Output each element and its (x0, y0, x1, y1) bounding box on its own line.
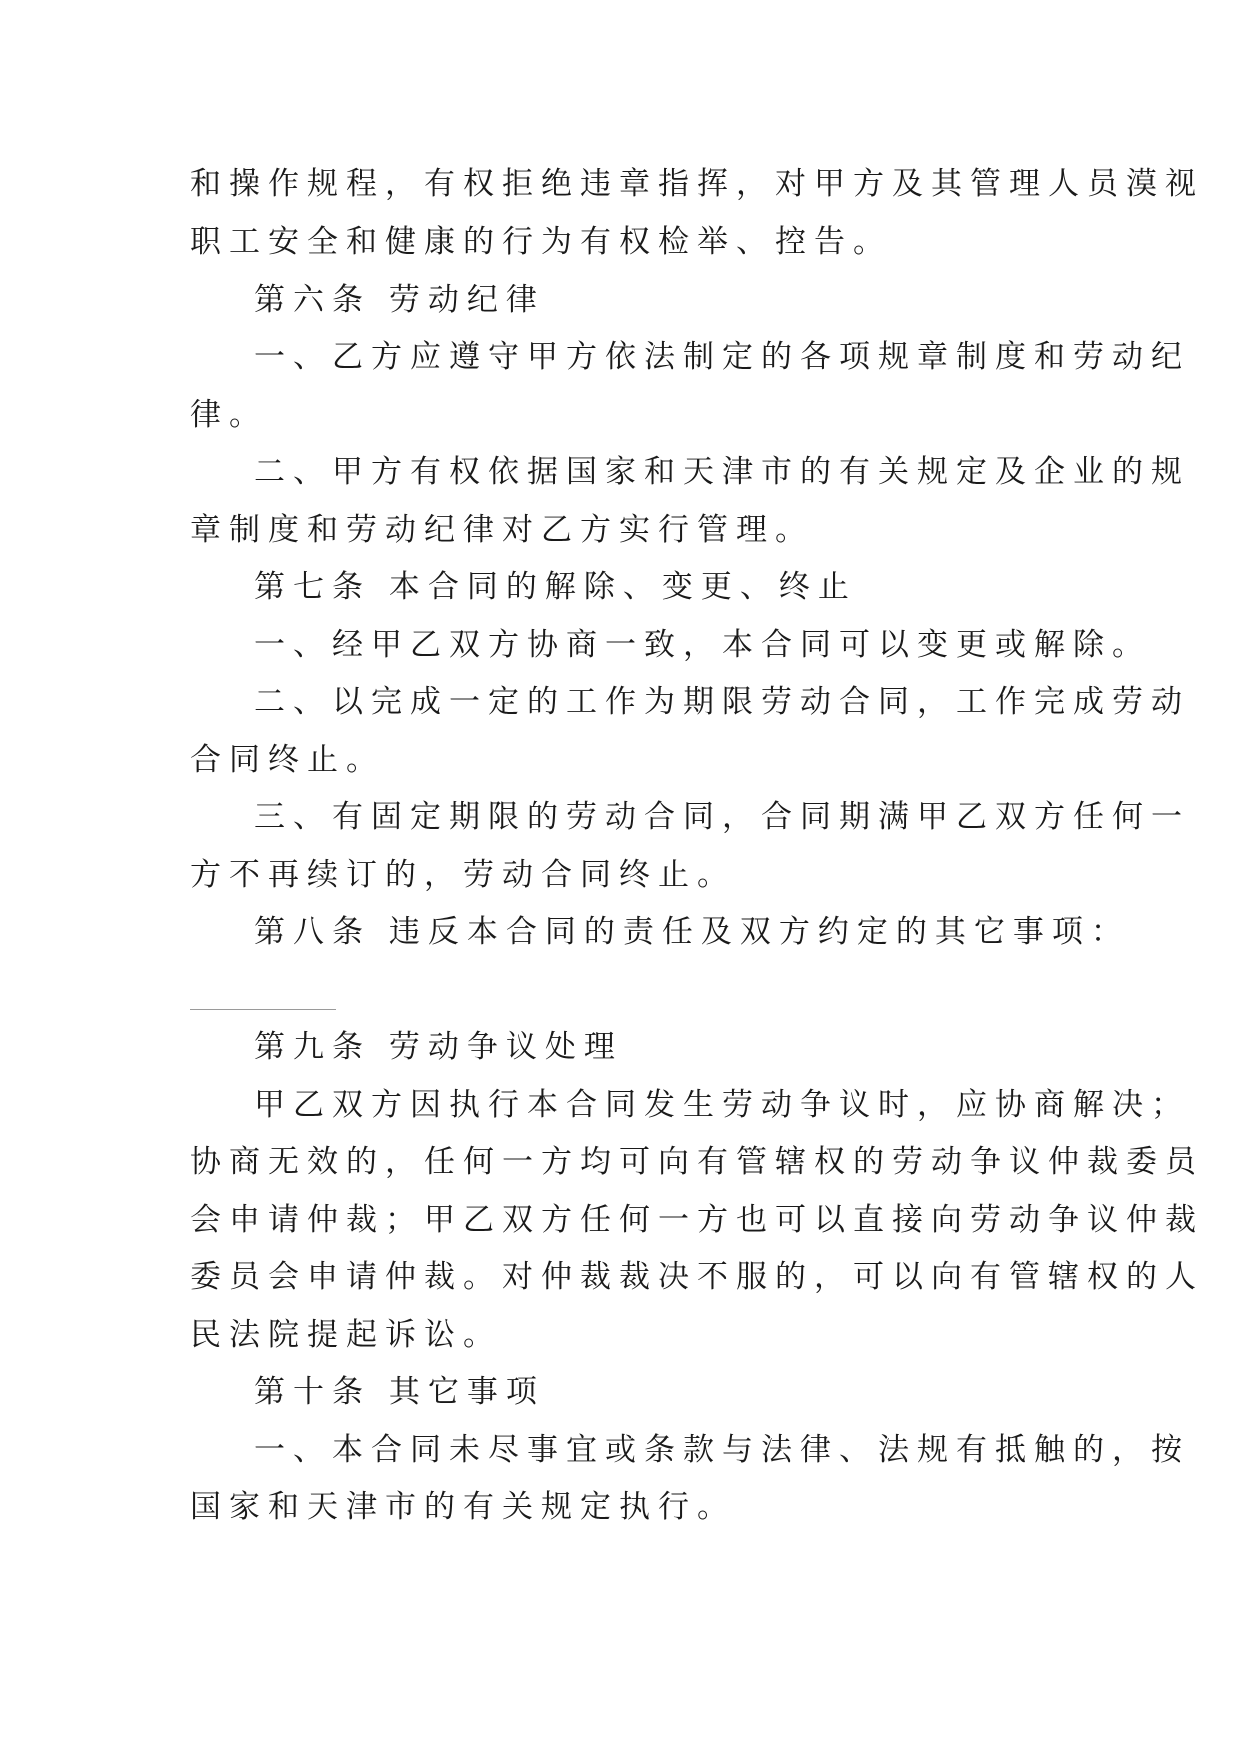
text-line: 二、以完成一定的工作为期限劳动合同，工作完成劳动 (254, 684, 1190, 720)
text-line: 会申请仲裁；甲乙双方任何一方也可以直接向劳动争议仲裁 (190, 1202, 1204, 1238)
article-heading: 第十条 其它事项 (254, 1374, 545, 1410)
text-line: 一、经甲乙双方协商一致，本合同可以变更或解除。 (254, 627, 1151, 663)
text-line: 民法院提起诉讼。 (190, 1317, 502, 1353)
text-line: 合同终止。 (190, 742, 385, 778)
text-line: 国家和天津市的有关规定执行。 (190, 1489, 736, 1525)
text-line: 一、乙方应遵守甲方依法制定的各项规章制度和劳动纪 (254, 339, 1190, 375)
text-line: 方不再续订的，劳动合同终止。 (190, 857, 736, 893)
text-line: 一、本合同未尽事宜或条款与法律、法规有抵触的，按 (254, 1432, 1190, 1468)
article-heading: 第九条 劳动争议处理 (254, 1029, 623, 1065)
text-line: 和操作规程，有权拒绝违章指挥，对甲方及其管理人员漠视 (190, 166, 1204, 202)
text-line: 律。 (190, 397, 268, 433)
text-line: 二、甲方有权依据国家和天津市的有关规定及企业的规 (254, 454, 1190, 490)
blank-fill-line (190, 1009, 336, 1010)
text-line: 委员会申请仲裁。对仲裁裁决不服的，可以向有管辖权的人 (190, 1259, 1204, 1295)
article-heading: 第七条 本合同的解除、变更、终止 (254, 569, 857, 605)
text-line: 职工安全和健康的行为有权检举、控告。 (190, 224, 892, 260)
article-heading: 第八条 违反本合同的责任及双方约定的其它事项： (254, 914, 1130, 950)
text-line: 协商无效的，任何一方均可向有管辖权的劳动争议仲裁委员 (190, 1144, 1204, 1180)
text-line: 三、有固定期限的劳动合同，合同期满甲乙双方任何一 (254, 799, 1190, 835)
text-line: 甲乙双方因执行本合同发生劳动争议时，应协商解决； (254, 1087, 1190, 1123)
text-line: 章制度和劳动纪律对乙方实行管理。 (190, 512, 814, 548)
article-heading: 第六条 劳动纪律 (254, 282, 545, 318)
